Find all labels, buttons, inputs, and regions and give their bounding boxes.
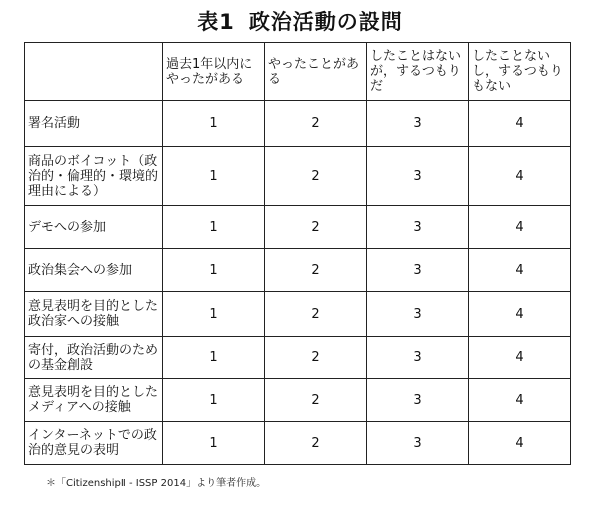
row-label: 寄付，政治活動のための基金創設 [25,337,163,379]
table-cell: 1 [163,422,265,465]
table-cell: 4 [469,249,571,292]
source-footnote: ＊「CitizenshipⅡ - ISSP 2014」より筆者作成。 [46,478,267,489]
table-cell: 3 [367,101,469,147]
table-cell: 3 [367,249,469,292]
table-cell: 1 [163,101,265,147]
table-cell: 3 [367,206,469,249]
header-cell-no-intent: したことないし，するつもりもない [469,43,571,101]
table-row [25,101,571,147]
table-row [25,379,571,422]
table-cell: 1 [163,292,265,337]
table-title [0,6,600,36]
row-label: 意見表明を目的とした政治家への接触 [25,292,163,337]
table-cell: 1 [163,379,265,422]
table-cell: 4 [469,337,571,379]
table-row [25,337,571,379]
table-cell: 1 [163,147,265,206]
table-cell: 4 [469,422,571,465]
table-cell: 1 [163,206,265,249]
row-label: 商品のボイコット（政治的・倫理的・環境的理由による） [25,147,163,206]
header-cell-have-done: やったことがある [265,43,367,101]
table-cell: 3 [367,379,469,422]
table-cell: 2 [265,292,367,337]
header-cell-past-year: 過去1年以内にやったがある [163,43,265,101]
table-cell: 2 [265,249,367,292]
table-cell: 4 [469,379,571,422]
table-cell: 1 [163,337,265,379]
row-label: 政治集会への参加 [25,249,163,292]
table-title-text: 政治活動の設問 [248,10,403,34]
table-cell: 4 [469,292,571,337]
table-cell: 2 [265,337,367,379]
table-cell: 1 [163,249,265,292]
header-empty-cell [25,43,163,101]
table-cell: 2 [265,101,367,147]
table-cell: 3 [367,147,469,206]
row-label: インターネットでの政治的意見の表明 [25,422,163,465]
table-row [25,206,571,249]
table-cell: 2 [265,206,367,249]
table-row [25,422,571,465]
table-cell: 2 [265,147,367,206]
table-number: 表1 [197,10,235,34]
table-cell: 4 [469,101,571,147]
table-cell: 3 [367,337,469,379]
table-cell: 3 [367,422,469,465]
table-row [25,249,571,292]
table-row [25,292,571,337]
header-cell-intend: したことはないが，するつもりだ [367,43,469,101]
table-cell: 3 [367,292,469,337]
table-cell: 2 [265,379,367,422]
survey-table [24,42,571,465]
table-row [25,147,571,206]
row-label: 署名活動 [25,101,163,147]
header-row [25,43,571,101]
table-cell: 4 [469,206,571,249]
table-cell: 2 [265,422,367,465]
row-label: デモへの参加 [25,206,163,249]
row-label: 意見表明を目的としたメディアへの接触 [25,379,163,422]
table-cell: 4 [469,147,571,206]
